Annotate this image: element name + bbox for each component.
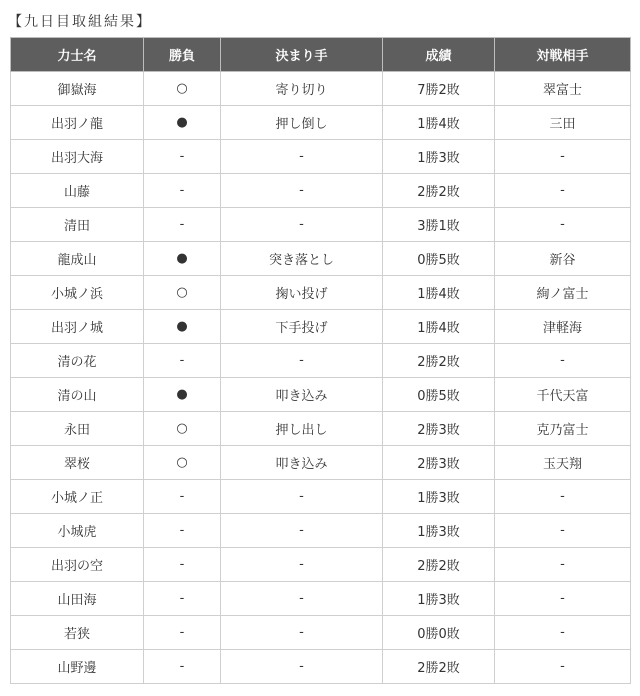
- rikishi-name: 小城ノ浜: [11, 276, 144, 310]
- rikishi-name: 出羽ノ城: [11, 310, 144, 344]
- record: 1勝4敗: [383, 106, 495, 140]
- kimarite: 押し倒し: [221, 106, 383, 140]
- rikishi-name: 小城ノ正: [11, 480, 144, 514]
- record: 7勝2敗: [383, 72, 495, 106]
- rikishi-name: 若狭: [11, 616, 144, 650]
- record: 2勝2敗: [383, 344, 495, 378]
- opponent-name: 玉天翔: [495, 446, 631, 480]
- opponent-name: -: [495, 582, 631, 616]
- opponent-name: -: [495, 616, 631, 650]
- rikishi-name: 御嶽海: [11, 72, 144, 106]
- record: 1勝3敗: [383, 514, 495, 548]
- result-mark: ●: [144, 242, 221, 276]
- kimarite: 突き落とし: [221, 242, 383, 276]
- record: 2勝2敗: [383, 174, 495, 208]
- record: 2勝3敗: [383, 446, 495, 480]
- kimarite: -: [221, 208, 383, 242]
- kimarite: -: [221, 344, 383, 378]
- table-row: [11, 650, 631, 684]
- table-row: [11, 208, 631, 242]
- table-row: [11, 480, 631, 514]
- table-row: [11, 446, 631, 480]
- result-mark: ●: [144, 106, 221, 140]
- opponent-name: -: [495, 140, 631, 174]
- record: 1勝4敗: [383, 276, 495, 310]
- rikishi-name: 出羽大海: [11, 140, 144, 174]
- record: 1勝3敗: [383, 480, 495, 514]
- result-mark: ○: [144, 412, 221, 446]
- opponent-name: 新谷: [495, 242, 631, 276]
- kimarite: -: [221, 582, 383, 616]
- record: 1勝4敗: [383, 310, 495, 344]
- table-row: [11, 276, 631, 310]
- result-mark: -: [144, 140, 221, 174]
- table-row: [11, 310, 631, 344]
- record: 1勝3敗: [383, 582, 495, 616]
- result-mark: ●: [144, 310, 221, 344]
- table-row: [11, 548, 631, 582]
- record: 2勝3敗: [383, 412, 495, 446]
- result-mark: ○: [144, 446, 221, 480]
- kimarite: 押し出し: [221, 412, 383, 446]
- opponent-name: -: [495, 514, 631, 548]
- table-row: [11, 378, 631, 412]
- table-row: [11, 72, 631, 106]
- result-mark: -: [144, 616, 221, 650]
- result-mark: -: [144, 208, 221, 242]
- opponent-name: 千代天富: [495, 378, 631, 412]
- kimarite: -: [221, 514, 383, 548]
- rikishi-name: 出羽ノ龍: [11, 106, 144, 140]
- result-mark: -: [144, 650, 221, 684]
- opponent-name: 三田: [495, 106, 631, 140]
- table-row: [11, 582, 631, 616]
- table-row: [11, 174, 631, 208]
- table-row: [11, 106, 631, 140]
- opponent-name: -: [495, 650, 631, 684]
- kimarite: 掬い投げ: [221, 276, 383, 310]
- column-header-result: 勝負: [144, 38, 221, 72]
- kimarite: -: [221, 174, 383, 208]
- table-row: [11, 514, 631, 548]
- opponent-name: 津軽海: [495, 310, 631, 344]
- record: 1勝3敗: [383, 140, 495, 174]
- opponent-name: 絢ノ富士: [495, 276, 631, 310]
- record: 0勝5敗: [383, 242, 495, 276]
- record: 2勝2敗: [383, 548, 495, 582]
- table-row: [11, 242, 631, 276]
- kimarite: 叩き込み: [221, 446, 383, 480]
- table-row: [11, 344, 631, 378]
- kimarite: 下手投げ: [221, 310, 383, 344]
- opponent-name: 翠富士: [495, 72, 631, 106]
- result-mark: -: [144, 548, 221, 582]
- rikishi-name: 永田: [11, 412, 144, 446]
- rikishi-name: 出羽の空: [11, 548, 144, 582]
- record: 2勝2敗: [383, 650, 495, 684]
- result-mark: -: [144, 480, 221, 514]
- header-row: [11, 38, 631, 72]
- result-mark: -: [144, 514, 221, 548]
- kimarite: -: [221, 616, 383, 650]
- opponent-name: -: [495, 208, 631, 242]
- column-header-opponent: 対戦相手: [495, 38, 631, 72]
- page-title: 【九日目取組結果】: [8, 14, 152, 30]
- rikishi-name: 山田海: [11, 582, 144, 616]
- opponent-name: -: [495, 344, 631, 378]
- kimarite: -: [221, 548, 383, 582]
- results-table: [10, 37, 631, 684]
- opponent-name: -: [495, 174, 631, 208]
- result-mark: ●: [144, 378, 221, 412]
- rikishi-name: 清の花: [11, 344, 144, 378]
- opponent-name: 克乃富士: [495, 412, 631, 446]
- result-mark: ○: [144, 276, 221, 310]
- rikishi-name: 山野邊: [11, 650, 144, 684]
- table-row: [11, 616, 631, 650]
- record: 0勝0敗: [383, 616, 495, 650]
- table-row: [11, 412, 631, 446]
- result-mark: -: [144, 582, 221, 616]
- rikishi-name: 清田: [11, 208, 144, 242]
- kimarite: 叩き込み: [221, 378, 383, 412]
- rikishi-name: 龍成山: [11, 242, 144, 276]
- record: 3勝1敗: [383, 208, 495, 242]
- opponent-name: -: [495, 480, 631, 514]
- record: 0勝5敗: [383, 378, 495, 412]
- rikishi-name: 山藤: [11, 174, 144, 208]
- kimarite: -: [221, 480, 383, 514]
- kimarite: -: [221, 650, 383, 684]
- result-mark: ○: [144, 72, 221, 106]
- column-header-kimarite: 決まり手: [221, 38, 383, 72]
- result-mark: -: [144, 174, 221, 208]
- kimarite: -: [221, 140, 383, 174]
- rikishi-name: 清の山: [11, 378, 144, 412]
- kimarite: 寄り切り: [221, 72, 383, 106]
- result-mark: -: [144, 344, 221, 378]
- rikishi-name: 小城虎: [11, 514, 144, 548]
- column-header-record: 成績: [383, 38, 495, 72]
- table-row: [11, 140, 631, 174]
- rikishi-name: 翠桜: [11, 446, 144, 480]
- column-header-rikishi: 力士名: [11, 38, 144, 72]
- opponent-name: -: [495, 548, 631, 582]
